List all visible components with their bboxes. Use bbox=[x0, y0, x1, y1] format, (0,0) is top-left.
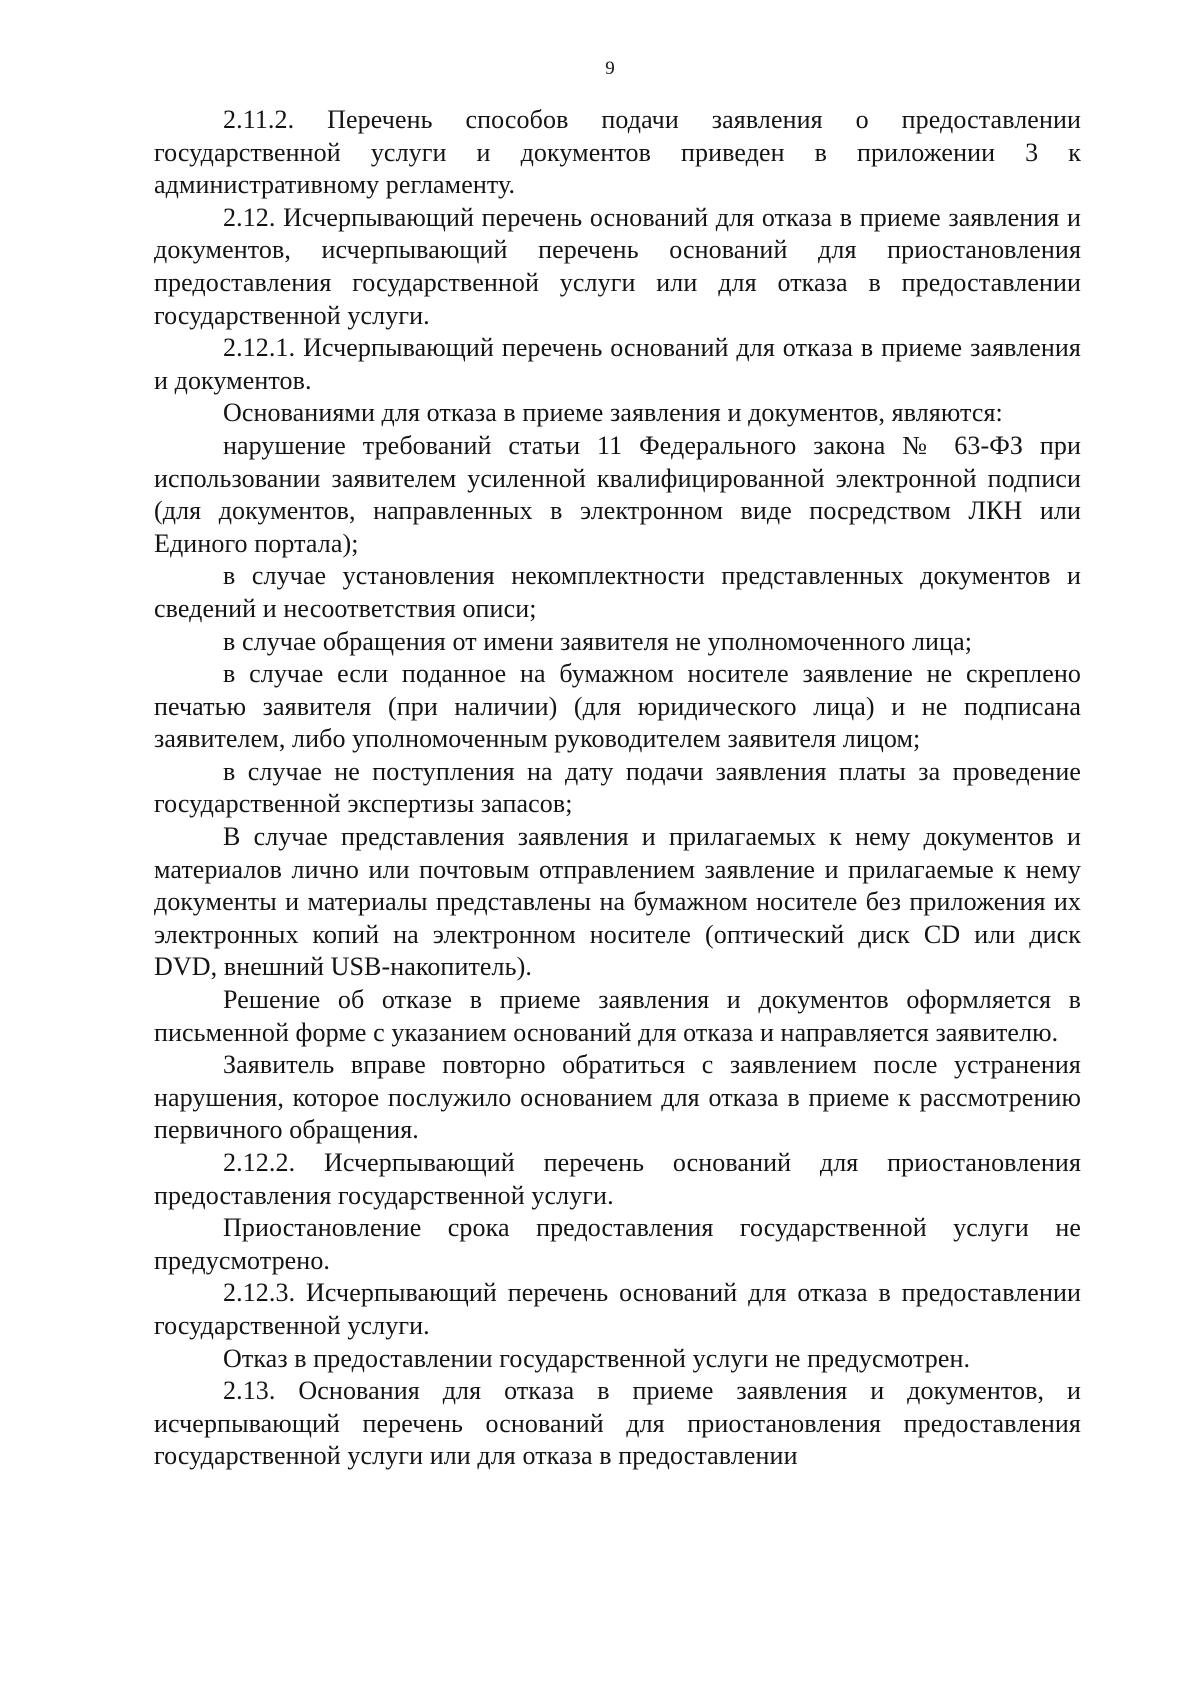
page-number: 9 bbox=[605, 58, 615, 79]
paragraph-2-12-3: 2.12.3. Исчерпывающий перечень оснований для отказа в предоставлении государственной услуги. bbox=[154, 1278, 1081, 1340]
paragraph-suspension: Приостановление срока предоставления государственной услуги не предусмотрено. bbox=[154, 1213, 1081, 1275]
paragraph-ground-incomplete: в случае установления некомплектности представленных документов и сведений и несоответствия описи; bbox=[154, 561, 1081, 623]
paragraph-ground-no-seal: в случае если поданное на бумажном носителе заявление не скреплено печатью заявителя (при наличии) (для юридического лица) и не подписана заявителем, либо уполномоченным руководителем заявителя лицом; bbox=[154, 659, 1081, 754]
paragraph-grounds-intro: Основаниями для отказа в приеме заявления и документов, являются: bbox=[223, 398, 1003, 428]
paragraph-2-11-2: 2.11.2. Перечень способов подачи заявления о предоставлении государственной услуги и документов приведен в приложении 3 к административному регламенту. bbox=[154, 105, 1081, 200]
paragraph-2-12-1: 2.12.1. Исчерпывающий перечень оснований для отказа в приеме заявления и документов. bbox=[154, 333, 1081, 395]
paragraph-2-12-2: 2.12.2. Исчерпывающий перечень оснований для приостановления предоставления государственной услуги. bbox=[154, 1148, 1081, 1210]
paragraph-refusal-decision: Решение об отказе в приеме заявления и документов оформляется в письменной форме с указанием оснований для отказа и направляется заявителю. bbox=[154, 985, 1081, 1047]
paragraph-2-13: 2.13. Основания для отказа в приеме заявления и документов, и исчерпывающий перечень оснований для приостановления предоставления государственной услуги или для отказа в предоставлении bbox=[154, 1376, 1081, 1471]
document-body bbox=[154, 104, 1081, 1473]
paragraph-ground-no-electronic-copies: В случае представления заявления и прилагаемых к нему документов и материалов лично или почтовым отправлением заявление и прилагаемые к нему документы и материалы представлены на бумажном носителе без приложения их электронных копий на электронном носителе (оптический диск CD или диск DVD, внешний USB-накопитель). bbox=[154, 822, 1081, 982]
paragraph-reapply: Заявитель вправе повторно обратиться с заявлением после устранения нарушения, которое послужило основанием для отказа в приеме к рассмотрению первичного обращения. bbox=[154, 1050, 1081, 1145]
paragraph-2-12: 2.12. Исчерпывающий перечень оснований для отказа в приеме заявления и документов, исчерпывающий перечень оснований для приостановления предоставления государственной услуги или для отказа в предоставлении государственной услуги. bbox=[154, 202, 1081, 330]
paragraph-ground-signature: нарушение требований статьи 11 Федерального закона № 63-ФЗ при использовании заявителем усиленной квалифицированной электронной подписи (для документов, направленных в электронном виде посредством ЛКН или Единого портала); bbox=[154, 430, 1081, 558]
paragraph-ground-unauthorized: в случае обращения от имени заявителя не уполномоченного лица; bbox=[223, 626, 973, 656]
paragraph-refusal-not-provided: Отказ в предоставлении государственной услуги не предусмотрен. bbox=[223, 1343, 971, 1373]
paragraph-ground-no-payment: в случае не поступления на дату подачи заявления платы за проведение государственной экспертизы запасов; bbox=[154, 756, 1081, 819]
